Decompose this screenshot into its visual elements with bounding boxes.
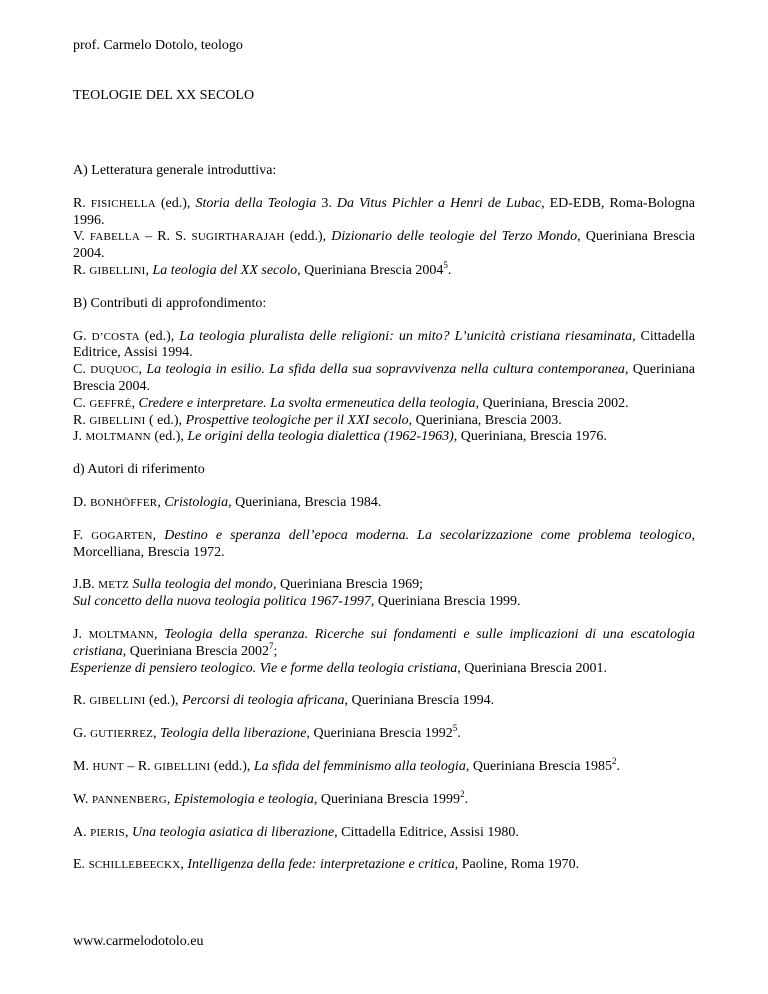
reference-gibellini-2003: R. GIBELLINI ( ed.), Prospettive teologiche per il XXI secolo, Queriniana, Brescia 2003. — [73, 412, 562, 428]
section-heading-d: d) Autori di riferimento — [73, 462, 205, 478]
reference-schillebeeckx: E. SCHILLEBEECKX, Intelligenza della fede: interpretazione e critica, Paoline, Roma 1970. — [73, 857, 580, 873]
reference-hunt: M. HUNT – R. GIBELLINI (edd.), La sfida del femminismo alla teologia, Queriniana Brescia 1985$^2$. — [73, 755, 621, 774]
section-b-list — [73, 329, 695, 447]
reference-metz-1969: J.B. METZ Sulla teologia del mondo, Queriniana Brescia 1969; — [73, 577, 423, 593]
reference-geffre: C. GEFFRÉ, Credere e interpretare. La svolta ermeneutica della teologia, Queriniana, Brescia 2002. — [73, 395, 629, 411]
section-heading-b: B) Contributi di approfondimento: — [73, 295, 267, 311]
reference-moltmann-2002: J. MOLTMANN, Teologia della speranza. Ricerche sui fondamenti e sulle implicazioni di una escatologia cristiana, Queriniana Brescia 2002$^7$; — [73, 626, 696, 659]
page-title: TEOLOGIE DEL XX SECOLO — [73, 88, 255, 103]
reference-gibellini-1994: R. GIBELLINI (ed.), Percorsi di teologia africana, Queriniana Brescia 1994. — [73, 693, 495, 709]
reference-dcosta: G. D’COSTA (ed.), La teologia pluralista delle religioni: un mito? L’unicità cristiana riesaminata, Cittadella Editrice, Assisi 1994. — [73, 328, 695, 361]
reference-pannenberg: W. PANNENBERG, Epistemologia e teologia, Queriniana Brescia 1999$^2$. — [73, 788, 469, 807]
reference-moltmann-2001: Esperienze di pensiero teologico. Vie e forme della teologia cristiana, Queriniana Brescia 2001. — [70, 660, 607, 676]
reference-fisichella: R. FISICHELLA (ed.), Storia della Teologia 3. Da Vitus Pichler a Henri de Lubac, ED-EDB, Roma-Bologna 1996. — [73, 195, 696, 228]
reference-duquoc: C. DUQUOC, La teologia in esilio. La sfida della sua sopravvivenza nella cultura contemporanea, Queriniana Brescia 2004. — [73, 362, 695, 394]
reference-gogarten: F. GOGARTEN, Destino e speranza dell’epoca moderna. La secolarizzazione come problema teologico, Morcelliana, Brescia 1972. — [73, 527, 696, 560]
page-header: prof. Carmelo Dotolo, teologo — [73, 38, 243, 53]
section-a-list — [73, 196, 695, 280]
bibliography — [70, 163, 696, 890]
reference-pieris: A. PIERIS, Una teologia asiatica di liberazione, Cittadella Editrice, Assisi 1980. — [73, 824, 519, 840]
reference-gibellini: R. GIBELLINI, La teologia del XX secolo, Queriniana Brescia 2004$^5$. — [73, 259, 452, 278]
reference-moltmann-1976: J. MOLTMANN (ed.), Le origini della teologia dialettica (1962-1963), Queriniana, Brescia 1976. — [73, 429, 607, 445]
section-heading-a: A) Letteratura generale introduttiva: — [73, 163, 277, 178]
reference-metz — [73, 577, 695, 611]
page-footer-url: www.carmelodotolo.eu — [73, 934, 204, 949]
reference-moltmann — [70, 626, 696, 677]
reference-gutierrez: G. GUTIERREZ, Teologia della liberazione, Queriniana Brescia 1992$^5$. — [73, 723, 461, 742]
reference-metz-1999: Sul concetto della nuova teologia politica 1967-1997, Queriniana Brescia 1999. — [73, 594, 521, 610]
reference-bonhoffer: D. BONHÖFFER, Cristologia, Queriniana, Brescia 1984. — [73, 494, 382, 510]
reference-fabella: V. FABELLA – R. S. SUGIRTHARAJAH (edd.), Dizionario delle teologie del Terzo Mondo, Queriniana Brescia 2004. — [73, 229, 695, 262]
